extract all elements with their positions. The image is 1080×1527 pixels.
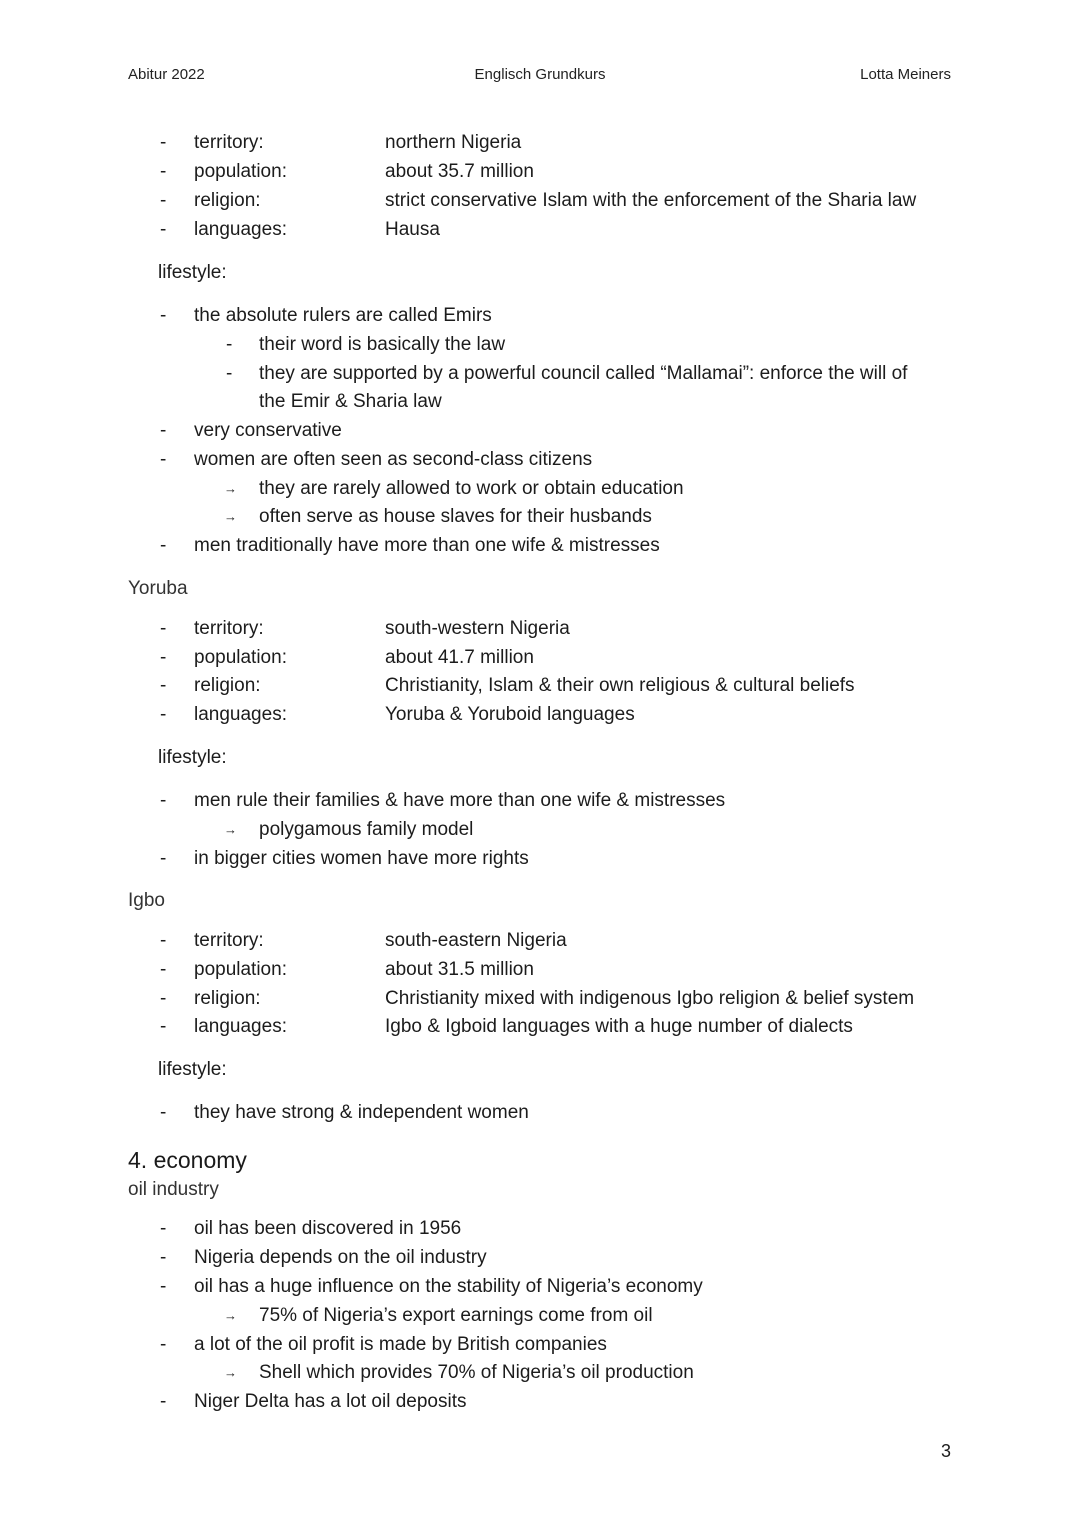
list-item-text: women are often seen as second-class citizens [194,449,593,470]
bullet-dash: - [160,647,167,668]
list-item-text: they are supported by a powerful council called “Mallamai”: enforce the will of [259,363,908,384]
bullet-dash: - [160,1334,167,1355]
fact-key: languages: [194,219,287,240]
bullet-dash: - [160,1247,167,1268]
fact-value: Igbo & Igboid languages with a huge number of dialects [385,1016,853,1037]
bullet-dash: - [160,132,167,153]
list-item-text: their word is basically the law [259,334,506,355]
fact-value: strict conservative Islam with the enforcement of the Sharia law [385,190,917,211]
fact-value: northern Nigeria [385,132,522,153]
fact-key: religion: [194,190,261,211]
fact-value: about 31.5 million [385,959,534,980]
list-item-text: men rule their families & have more than one wife & mistresses [194,790,726,811]
list-item-text: men traditionally have more than one wife & mistresses [194,535,660,556]
bullet-dash: - [160,1016,167,1037]
list-item-text: they are rarely allowed to work or obtain education [259,478,684,499]
fact-key: religion: [194,988,261,1009]
section-heading-economy: 4. economy [128,1147,247,1173]
section-title-text: Yoruba [128,578,188,599]
subheading-text: oil industry [128,1179,219,1200]
fact-key: languages: [194,704,287,725]
header-center: Englisch Grundkurs [474,66,606,83]
bullet-dash: - [160,959,167,980]
page-number: 3 [940,1441,951,1461]
fact-value: south-western Nigeria [385,618,570,639]
bullet-dash: - [160,219,167,240]
fact-value: Christianity mixed with indigenous Igbo religion & belief system [385,988,915,1009]
bullet-dash: - [160,1102,167,1123]
list-item-text: very conservative [194,420,342,441]
fact-value: about 41.7 million [385,647,534,668]
arrow-icon: → [224,1365,237,1380]
bullet-dash: - [160,305,167,326]
bullet-dash: - [160,1391,167,1412]
list-item-text: oil has been discovered in 1956 [194,1218,462,1239]
list-item-text: Shell which provides 70% of Nigeria’s oil production [259,1362,694,1383]
bullet-dash: - [226,334,233,355]
list-item-text: in bigger cities women have more rights [194,848,529,869]
list-item-text: polygamous family model [259,819,474,840]
arrow-icon: → [224,509,237,524]
list-item-text: the Emir & Sharia law [259,391,442,412]
fact-key: population: [194,161,287,182]
list-item-text: they have strong & independent women [194,1102,529,1123]
list-item-text: Nigeria depends on the oil industry [194,1247,487,1268]
header-right: Lotta Meiners [860,66,951,83]
bullet-dash: - [160,449,167,470]
list-item-text: Niger Delta has a lot oil deposits [194,1391,467,1412]
fact-key: territory: [194,618,264,639]
list-item-text: 75% of Nigeria’s export earnings come from oil [259,1305,653,1326]
bullet-dash: - [226,363,233,384]
list-item-text: the absolute rulers are called Emirs [194,305,492,326]
list-item-text: often serve as house slaves for their husbands [259,506,652,527]
section-title-text: Igbo [128,890,165,911]
fact-key: religion: [194,675,261,696]
lifestyle-label-text: lifestyle: [158,747,227,768]
bullet-dash: - [160,1276,167,1297]
list-item-text: oil has a huge influence on the stability of Nigeria’s economy [194,1276,703,1297]
lifestyle-label-text: lifestyle: [158,1059,227,1080]
bullet-dash: - [160,618,167,639]
fact-key: population: [194,647,287,668]
bullet-dash: - [160,161,167,182]
bullet-dash: - [160,675,167,696]
fact-key: territory: [194,930,264,951]
lifestyle-label-text: lifestyle: [158,262,227,283]
bullet-dash: - [160,790,167,811]
bullet-dash: - [160,930,167,951]
bullet-dash: - [160,704,167,725]
list-item-text: a lot of the oil profit is made by British companies [194,1334,607,1355]
bullet-dash: - [160,848,167,869]
fact-key: population: [194,959,287,980]
arrow-icon: → [224,1308,237,1323]
bullet-dash: - [160,1218,167,1239]
fact-key: languages: [194,1016,287,1037]
bullet-dash: - [160,535,167,556]
fact-value: Hausa [385,219,440,240]
bullet-dash: - [160,988,167,1009]
fact-value: Christianity, Islam & their own religious & cultural beliefs [385,675,855,696]
bullet-dash: - [160,190,167,211]
fact-key: territory: [194,132,264,153]
arrow-icon: → [224,822,237,837]
fact-value: about 35.7 million [385,161,534,182]
fact-value: Yoruba & Yoruboid languages [385,704,635,725]
header-left: Abitur 2022 [128,66,205,83]
bullet-dash: - [160,420,167,441]
fact-value: south-eastern Nigeria [385,930,567,951]
arrow-icon: → [224,481,237,496]
